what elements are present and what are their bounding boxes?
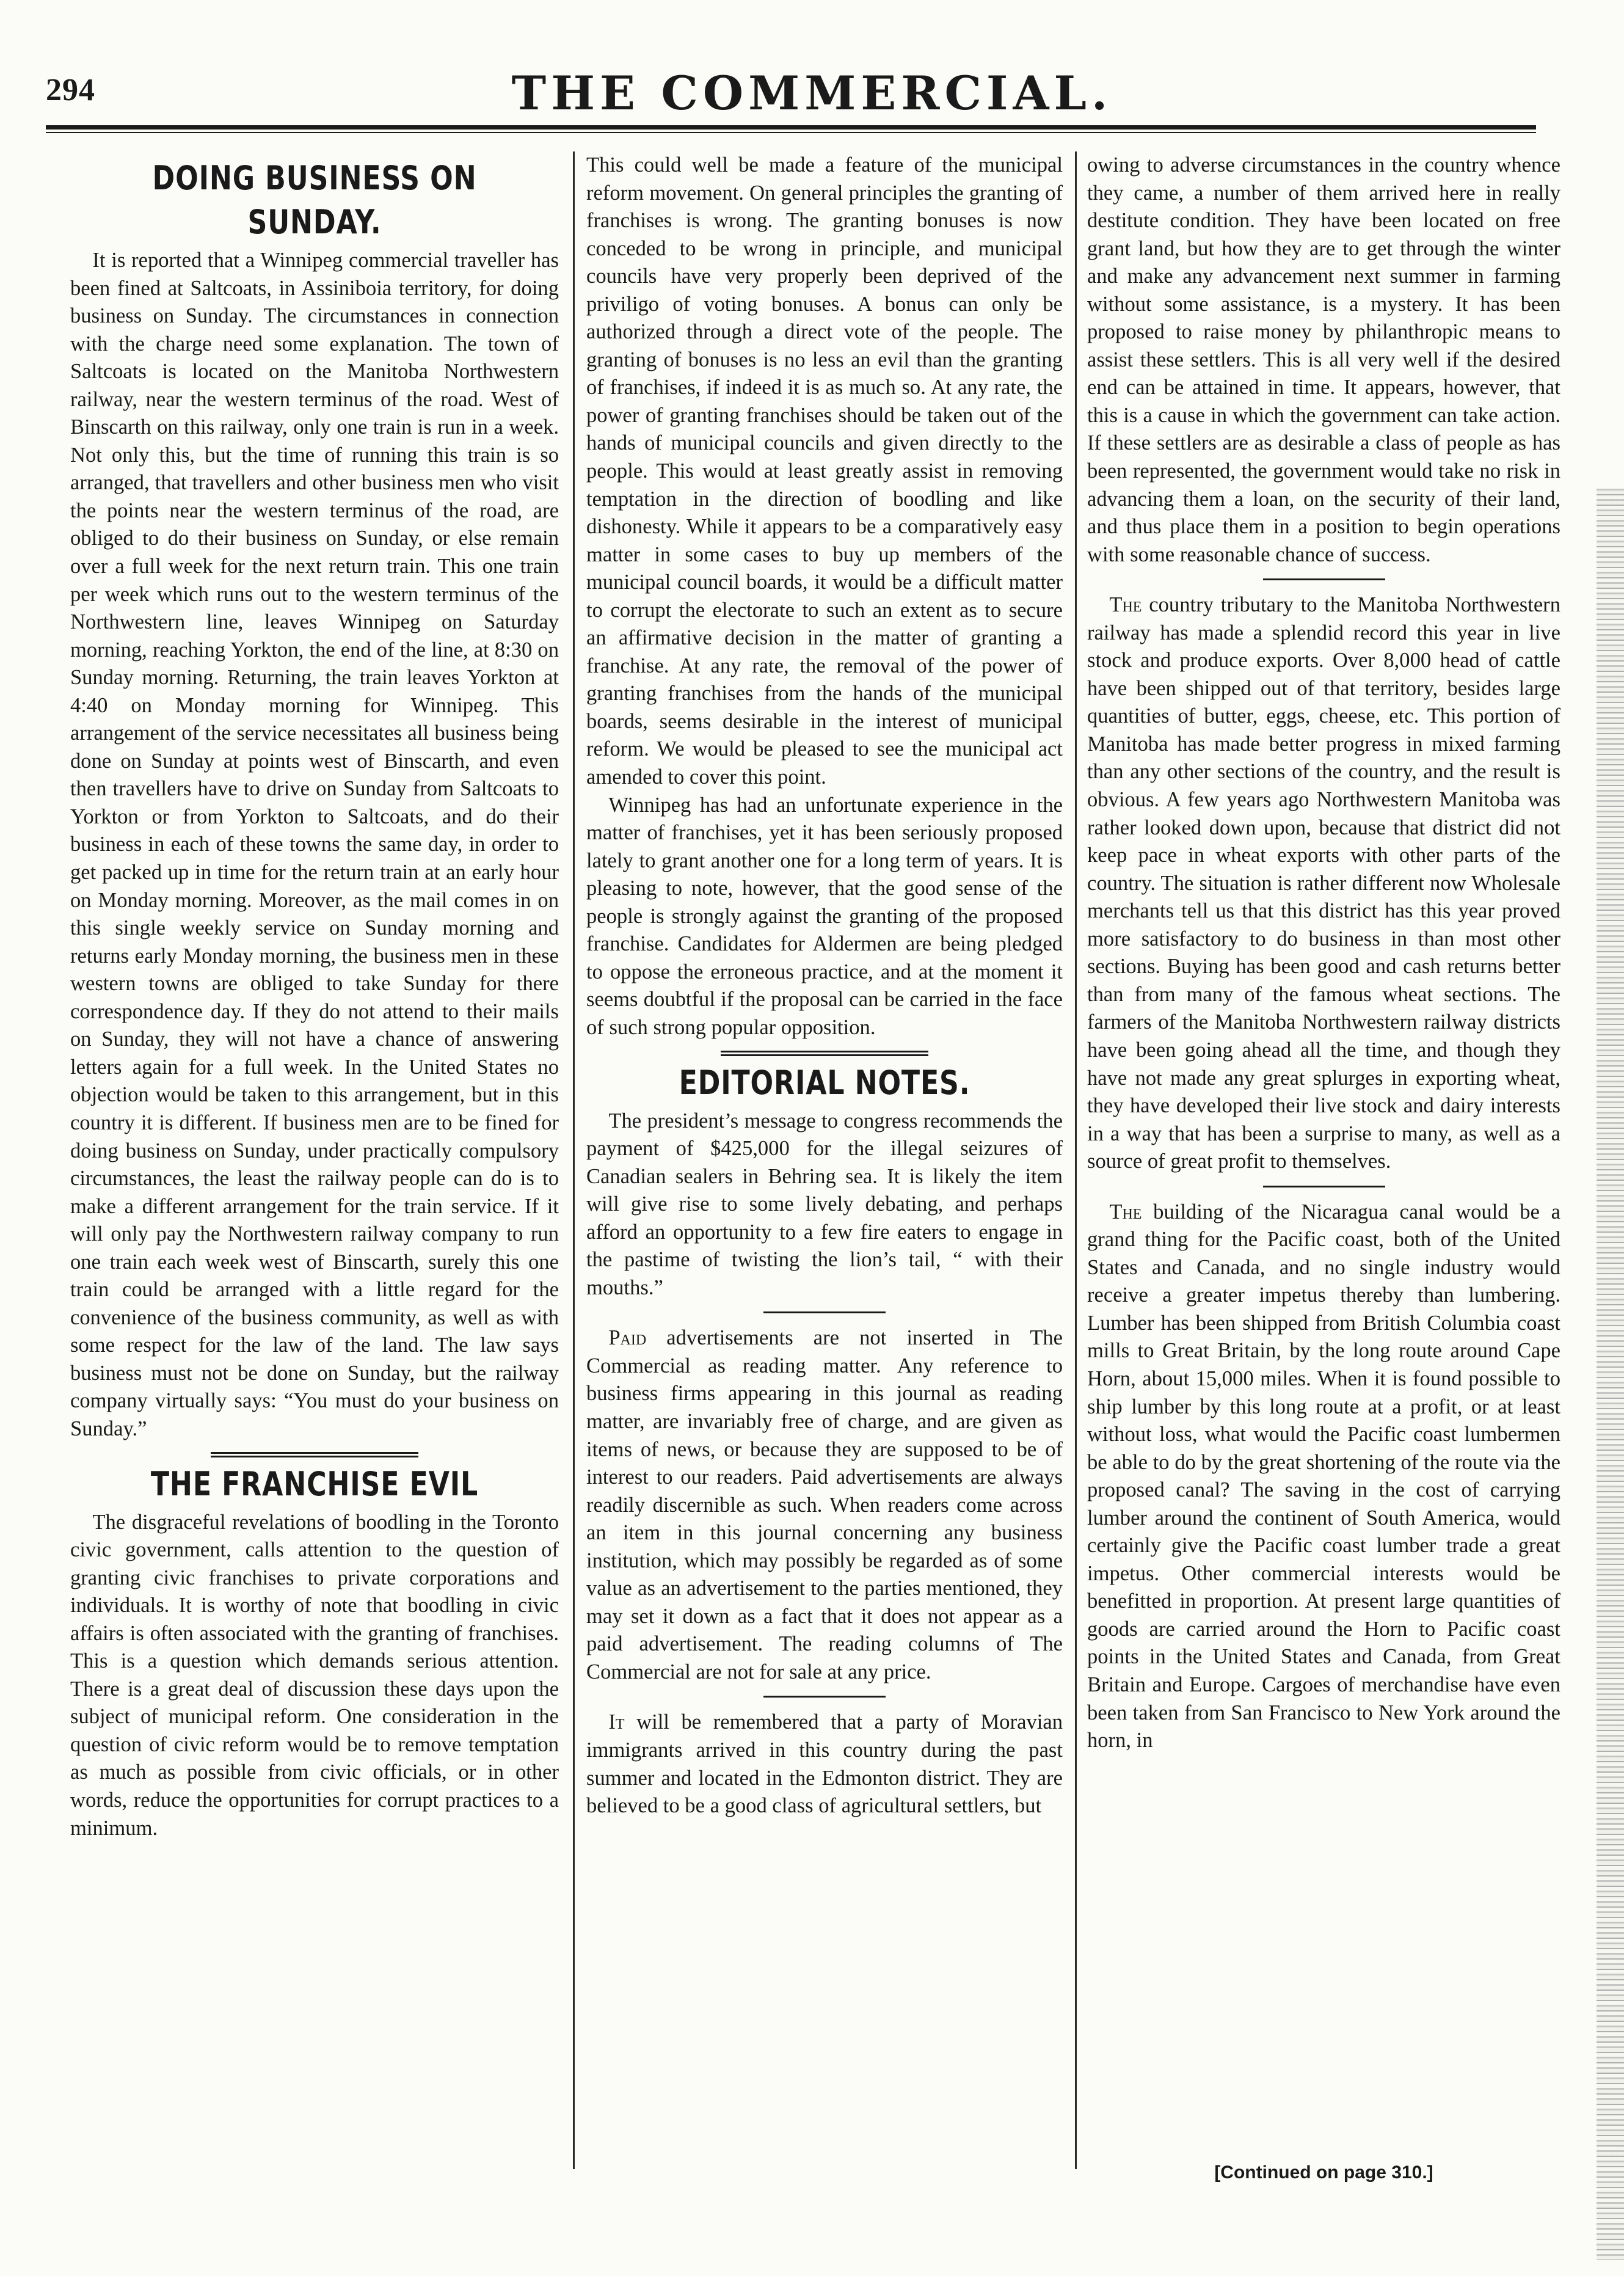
column-2 bbox=[586, 151, 1063, 2190]
editorial-note bbox=[1087, 1198, 1560, 1755]
section-divider bbox=[211, 1452, 418, 1457]
editorial-notes-headline: EDITORIAL NOTES. bbox=[679, 1063, 970, 1102]
note-divider bbox=[1263, 1186, 1385, 1187]
article-paragraph: It is reported that a Winnipeg commercial traveller has been fined at Saltcoats, in Assiniboia territory, for doing business on Sunday. The circumstances in connection with the charge need some explanation. The town of Saltcoats is located on the Manitoba Northwestern railway, near the western terminus of the road. West of Binscarth on this railway, only one train is run in a week. Not only this, but the time of running this train is so arranged, that travellers and other business men who visit the points near the western terminus of the road, are obliged to do their business on Sunday, or else remain over a full week for the next return train. This one train per week which runs out to the western terminus of the Northwestern line, leaves Winnipeg on Saturday morning, reaching Yorkton, the end of the line, at 8:30 on Sunday morning. Returning, the train leaves Yorkton at 4:40 on Monday morning for Winnipeg. This arrangement of the service necessitates all business being done on Sunday at points west of Binscarth, and even then travellers have to drive on Sunday from Saltcoats to Yorkton or from Yorkton to Saltcoats, and do their business in each of these towns the same day, in order to get packed up in time for the return train at an early hour on Monday morning. Moreover, as the mail comes in on this single weekly service on Sunday morning and returns early Monday morning, the business men in these western towns are obliged to take Sunday for there correspondence day. If they do not attend to their mails on Sunday, they will not have a chance of answering letters again for a full week. In the United States no objection would be taken to this arrangement, but in this country it is different. If business men are to be fined for doing business on Sunday, under practically compulsory circumstances, the least the railway people can do is to make a different arrangement for the train service. If it will only pay the Northwestern railway company to run one train each week west of Binscarth, surely this one train could be arranged with a little regard for the convenience of the business community, as well as with some respect for the law of the land. The law says business must not be done on Sunday, but the railway company virtually says: “You must do your business on Sunday.” bbox=[70, 249, 559, 1440]
masthead-title: THE COMMERCIAL. bbox=[511, 66, 1113, 120]
lead-word: Paid bbox=[608, 1326, 647, 1350]
masthead-rule-thin bbox=[46, 132, 1536, 133]
editorial-note: owing to adverse circumstances in the country whence they came, a number of them arrived here in really destitute condition. They have been located on free grant land, but how they are to get through the winter and make any advancement next summer in farming without some assistance, is a mystery. It has been proposed to raise money by philanthropic means to assist these settlers. This is all very well if the desired end can be attained in time. It appears, however, that this is a cause in which the government can take action. If these settlers are as desirable a class of people as has been represented, the government would take no risk in advancing them a loan, on the security of their land, and thus place them in a position to begin operations with some reasonable chance of success. bbox=[1087, 153, 1560, 566]
article-paragraph: This could well be made a feature of the municipal reform movement. On general principles the granting of franchises is wrong. The granting bonuses is now conceded to be wrong in principle, and municipal councils have very properly been deprived of the priviligo of voting bonuses. A bonus can only be authorized through a direct vote of the people. The granting of bonuses is no less an evil than the granting of franchises, if indeed it is as much so. At any rate, the power of granting franchises should be taken out of the hands of municipal councils and given directly to the people. This would at least greatly assist in removing temptation in the direction of boodling and like dishonesty. While it appears to be a comparatively easy matter in some cases to buy up members of the municipal council boards, it would be a difficult matter to corrupt the electorate to such an extent as to secure an affirmative decision in the matter of granting a franchise. At any rate, the removal of the power of granting franchises from the hands of the municipal boards, seems desirable in the interest of municipal reform. We would be pleased to see the municipal act amended to cover this point. bbox=[586, 153, 1063, 789]
editorial-note bbox=[586, 1324, 1063, 1686]
lead-word: The bbox=[1109, 593, 1142, 617]
masthead-rule bbox=[46, 125, 1536, 129]
column-1 bbox=[70, 151, 559, 2190]
column-3 bbox=[1087, 151, 1560, 2190]
note-text: will be remembered that a party of Moravian immigrants arrived in this country during the past summer and located in the Edmonton district. They are believed to be a good class of agricultural settlers, but bbox=[586, 1710, 1063, 1818]
column-divider bbox=[1075, 151, 1077, 2169]
editorial-note: The president’s message to congress recommends the payment of $425,000 for the illegal seizures of Canadian sealers in Behring sea. It is likely the item will give rise to some lively debating, and perhaps afford an opportunity to a few fire eaters to engage in the pastime of twisting the lion’s tail, “ with their mouths.” bbox=[586, 1109, 1063, 1299]
article-headline-franchise: THE FRANCHISE EVIL bbox=[150, 1464, 479, 1503]
note-text: building of the Nicaragua canal would be a grand thing for the Pacific coast, both of the United States and Canada, and no single industry would receive a greater impetus thereby than lumbering. Lumber has been shipped from British Columbia coast mills to Great Britain, by the long route around Cape Horn, about 15,000 miles. When it is found possible to ship lumber by this long route at a profit, or at least without loss, what would the Pacific coast lumbermen be able to do by the great shortening of the route via the proposed canal? The saving in the cost of carrying lumber around the continent of South America, would certainly give the Pacific coast lumber trade a great impetus. Other commercial interests would be benefitted in proportion. At present large quantities of goods are carried around the Horn to Pacific coast points in the United States and Canada, from Great Britain and Europe. Cargoes of merchandise have even been taken from San Francisco to New York around the horn, in bbox=[1087, 1200, 1560, 1753]
lead-word: It bbox=[608, 1710, 625, 1734]
note-divider bbox=[763, 1311, 886, 1313]
lead-word: The bbox=[1109, 1200, 1142, 1224]
article-paragraph: Winnipeg has had an unfortunate experience in the matter of franchises, yet it has been seriously proposed lately to grant another one for a long term of years. It is pleasing to note, however, that the good sense of the people is strongly against the granting of the proposed franchise. Candidates for Aldermen are being pledged to oppose the erroneous practice, and at the moment it seems doubtful if the proposal can be carried in the face of such strong popular opposition. bbox=[586, 793, 1063, 1039]
note-text: country tributary to the Manitoba Northwestern railway has made a splendid record this year in live stock and produce exports. Over 8,000 head of cattle have been shipped out of that territory, besides large quantities of butter, eggs, cheese, etc. This portion of Manitoba has made better progress in mixed farming than any other sections of the country, and the result is obvious. A few years ago Northwestern Manitoba was rather looked down upon, because that district did not keep pace in wheat exports with other parts of the country. The situation is rather different now Wholesale merchants tell us that this district has this year proved more satisfactory to do business in than most other sections. Buying has been good and cash returns better than from many of the famous wheat sections. The farmers of the Manitoba Northwestern railway districts have been going ahead all the time, and though they have not made any great splurges in exporting wheat, they have developed their live stock and dairy interests in a way that has been a surprise to many, as well as a source of great profit to themselves. bbox=[1087, 593, 1560, 1173]
section-divider bbox=[721, 1051, 928, 1056]
page-number: 294 bbox=[46, 73, 95, 108]
note-divider bbox=[763, 1696, 886, 1698]
note-text: advertisements are not inserted in The Commercial as reading matter. Any reference to business firms appearing in this journal as reading matter, are invariably free of charge, and are given as items of news, or because they are supposed to be of interest to our readers. Paid advertisements are always readily discernible as such. When readers come across an item in this journal concerning any business institution, which may possibly be regarded as of some value as an advertisement to the parties mentioned, they may set it down as a fact that it does not appear as a paid advertisement. The reading columns of The Commercial are not for sale at any price. bbox=[586, 1326, 1063, 1683]
continued-notice: [Continued on page 310.] bbox=[1214, 2162, 1433, 2183]
article-paragraph: The disgraceful revelations of boodling in the Toronto civic government, calls attention to the question of granting civic franchises to private corporations and individuals. It is worthy of note that boodling in civic affairs is often associated with the granting of franchises. This is a question which demands serious attention. There is a great deal of discussion these days upon the subject of municipal reform. One consideration in the question of civic reform would be to remove temptation as much as possible from civic officials, or in other words, reduce the opportunities for corrupt practices to a minimum. bbox=[70, 1510, 559, 1840]
column-divider bbox=[573, 151, 575, 2169]
article-headline-sunday: DOING BUSINESS ON SUNDAY. bbox=[152, 159, 477, 241]
note-divider bbox=[1263, 578, 1385, 580]
scan-edge bbox=[1597, 489, 1624, 2260]
editorial-note bbox=[1087, 591, 1560, 1175]
editorial-note bbox=[586, 1709, 1063, 1820]
